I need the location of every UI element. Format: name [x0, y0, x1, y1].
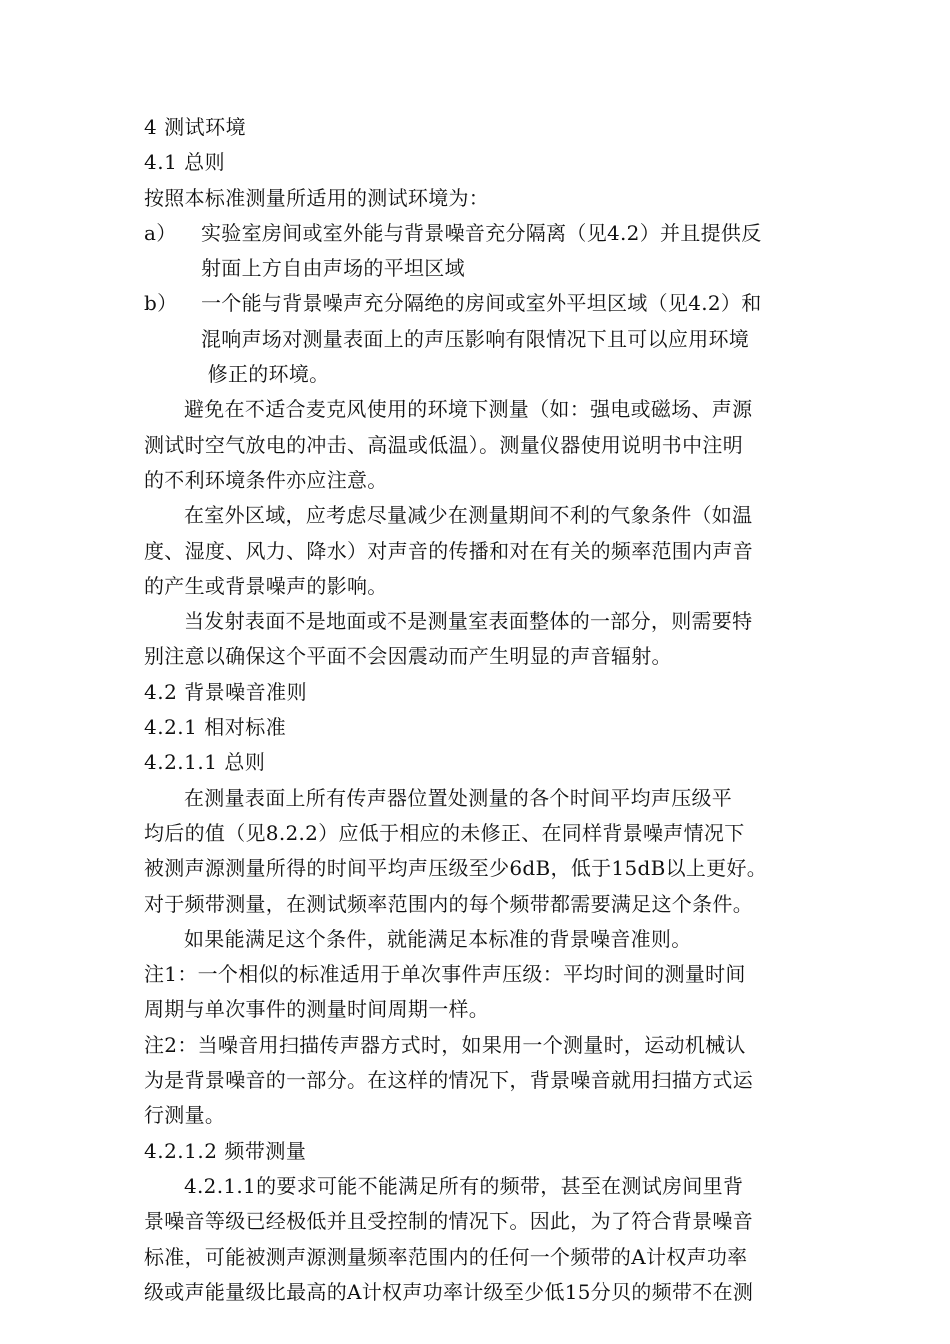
- text-line: 周期与单次事件的测量时间周期一样。: [144, 997, 490, 1022]
- text-line: 的产生或背景噪声的影响。: [144, 573, 388, 598]
- text-line: 均后的值（见8.2.2）应低于相应的未修正、在同样背景噪声情况下: [144, 820, 745, 845]
- document-page: [144, 110, 816, 1310]
- text-line: 修正的环境。: [201, 362, 330, 387]
- section-heading-4-2-1-2: 4.2.1.2 频带测量: [144, 1138, 307, 1163]
- section-heading-4-2-1: 4.2.1 相对标准: [144, 715, 287, 740]
- section-heading-4-2: 4.2 背景噪音准则: [144, 679, 308, 704]
- text-line: 射面上方自由声场的平坦区域: [201, 256, 465, 281]
- paragraph: [144, 1169, 816, 1310]
- list-marker-a: a）: [144, 220, 177, 245]
- text-line: 避免在不适合麦克风使用的环境下测量（如：强电或磁场、声源: [184, 397, 753, 422]
- text-line: 标准，可能被测声源测量频率范围内的任何一个频带的A计权声功率: [144, 1244, 748, 1269]
- note-2: [144, 1028, 816, 1134]
- paragraph: [144, 781, 816, 922]
- list-item-b: [144, 286, 816, 392]
- section-heading-4-2-1-1: 4.2.1.1 总则: [144, 750, 266, 775]
- text-line: 混响声场对测量表面上的声压影响有限情况下且可以应用环境: [201, 326, 750, 351]
- paragraph: [144, 604, 816, 675]
- text-line: 的不利环境条件亦应注意。: [144, 467, 388, 492]
- text-line: 注1：一个相似的标准适用于单次事件声压级：平均时间的测量时间: [144, 962, 746, 987]
- text-line: 当发射表面不是地面或不是测量室表面整体的一部分，则需要特: [184, 609, 753, 634]
- text-line: 4.2.1.1的要求可能不能满足所有的频带，甚至在测试房间里背: [184, 1173, 744, 1198]
- text-line: 注2：当噪音用扫描传声器方式时，如果用一个测量时，运动机械认: [144, 1032, 746, 1057]
- section-heading-4-1: 4.1 总则: [144, 150, 226, 175]
- text-line: 行测量。: [144, 1103, 226, 1128]
- text-line: 测试时空气放电的冲击、高温或低温）。测量仪器使用说明书中注明: [144, 432, 743, 457]
- text-line: 别注意以确保这个平面不会因震动而产生明显的声音辐射。: [144, 644, 672, 669]
- text-line: 级或声能量级比最高的A计权声功率计级至少低15分贝的频带不在测: [144, 1279, 754, 1304]
- text-line: 实验室房间或室外能与背景噪音充分隔离（见4.2）并且提供反: [201, 220, 762, 245]
- text-line: 在测量表面上所有传声器位置处测量的各个时间平均声压级平: [184, 785, 733, 810]
- text-line: 景噪音等级已经极低并且受控制的情况下。因此，为了符合背景噪音: [144, 1209, 753, 1234]
- text-line: 对于频带测量，在测试频率范围内的每个频带都需要满足这个条件。: [144, 891, 753, 916]
- list-marker-b: b）: [144, 291, 178, 316]
- paragraph: 如果能满足这个条件，就能满足本标准的背景噪音准则。: [184, 926, 692, 951]
- intro-line: 按照本标准测量所适用的测试环境为：: [144, 185, 490, 210]
- text-line: 度、湿度、风力、降水）对声音的传播和对在有关的频率范围内声音: [144, 538, 753, 563]
- text-line: 在室外区域，应考虑尽量减少在测量期间不利的气象条件（如温: [184, 503, 753, 528]
- text-line: 一个能与背景噪声充分隔绝的房间或室外平坦区域（见4.2）和: [201, 291, 762, 316]
- section-heading-4: 4 测试环境: [144, 115, 247, 139]
- note-1: [144, 957, 816, 1028]
- list-item-a: [144, 216, 816, 287]
- paragraph: [144, 392, 816, 498]
- paragraph: [144, 498, 816, 604]
- text-line: 被测声源测量所得的时间平均声压级至少6dB，低于15dB以上更好。: [144, 856, 768, 881]
- text-line: 为是背景噪音的一部分。在这样的情况下，背景噪音就用扫描方式运: [144, 1068, 753, 1093]
